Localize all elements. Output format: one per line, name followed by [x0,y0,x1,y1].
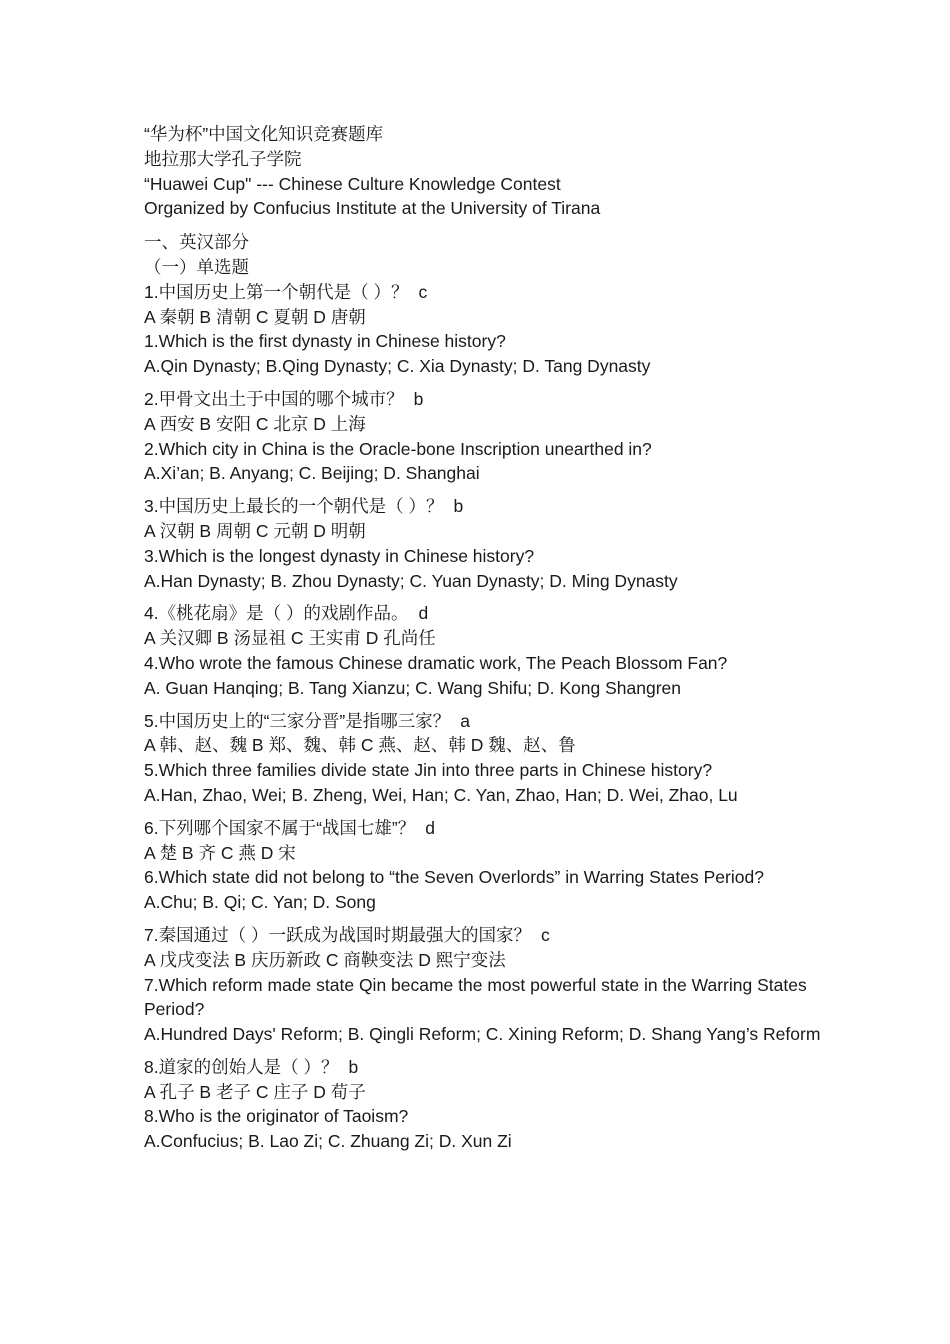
options-english: A. Guan Hanqing; B. Tang Xianzu; C. Wang Shifu; D. Kong Shangren [144,677,681,698]
options-english: A.Chu; B. Qi; C. Yan; D. Song [144,892,376,913]
options-english: A.Confucius; B. Lao Zi; C. Zhuang Zi; D. Xun Zi [144,1131,512,1152]
answer-key: d [418,603,429,624]
question-chinese: 8.道家的创始人是（ ）？ [144,1056,339,1077]
question-item [144,1055,824,1154]
question-item [144,601,824,700]
question-list [144,280,824,1154]
question-english: 1.Which is the first dynasty in Chinese history? [144,331,506,352]
options-chinese: A 戊戌变法 B 庆历新政 C 商鞅变法 D 熙宁变法 [144,949,506,970]
question-english: 2.Which city in China is the Oracle-bone Inscription unearthed in? [144,438,652,459]
question-english: 8.Who is the originator of Taoism? [144,1106,409,1127]
question-english: 3.Which is the longest dynasty in Chinese history? [144,545,535,566]
answer-key: c [540,924,550,945]
title-chinese: “华为杯”中国文化知识竞赛题库 [144,124,384,144]
question-chinese: 1.中国历史上第一个朝代是（ ）？ [144,281,409,302]
options-chinese: A 汉朝 B 周朝 C 元朝 D 明朝 [144,520,366,541]
document-page [144,122,824,1154]
options-english: A.Hundred Days' Reform; B. Qingli Reform; C. Xining Reform; D. Shang Yang’s Reform [144,1024,821,1045]
options-english: A.Han, Zhao, Wei; B. Zheng, Wei, Han; C. Yan, Zhao, Han; D. Wei, Zhao, Lu [144,784,738,805]
answer-key: c [418,281,428,302]
options-chinese: A 西安 B 安阳 C 北京 D 上海 [144,413,366,434]
answer-key: b [348,1056,359,1077]
section-heading [144,230,824,280]
question-item [144,494,824,593]
options-english: A.Han Dynasty; B. Zhou Dynasty; C. Yuan Dynasty; D. Ming Dynasty [144,570,678,591]
title-english: “Huawei Cup" --- Chinese Culture Knowledge Contest [144,173,561,194]
answer-key: a [460,710,470,731]
options-chinese: A 孔子 B 老子 C 庄子 D 荀子 [144,1081,366,1102]
question-chinese: 3.中国历史上最长的一个朝代是（ ）？ [144,496,444,517]
organizer-chinese: 地拉那大学孔子学院 [144,148,302,169]
question-chinese: 2.甲骨文出土于中国的哪个城市？ [144,388,404,409]
options-english: A.Qin Dynasty; B.Qing Dynasty; C. Xia Dynasty; D. Tang Dynasty [144,356,651,377]
answer-key: b [453,496,464,517]
options-chinese: A 秦朝 B 清朝 C 夏朝 D 唐朝 [144,306,366,327]
section-title: 一、英汉部分 [144,232,249,253]
question-english: 7.Which reform made state Qin became the most powerful state in the Warring States Period? [144,974,812,1020]
question-item [144,816,824,915]
options-chinese: A 楚 B 齐 C 燕 D 宋 [144,842,296,863]
question-chinese: 4.《桃花扇》是（ ）的戏剧作品。 [144,603,409,624]
question-english: 4.Who wrote the famous Chinese dramatic work, The Peach Blossom Fan? [144,652,728,673]
options-chinese: A 关汉卿 B 汤显祖 C 王实甫 D 孔尚任 [144,628,436,649]
question-item [144,280,824,379]
question-item [144,923,824,1047]
question-chinese: 5.中国历史上的“三家分晋”是指哪三家？ [144,710,451,731]
question-chinese: 7.秦国通过（ ）一跃成为战国时期最强大的国家？ [144,924,531,945]
organizer-english: Organized by Confucius Institute at the University of Tirana [144,198,601,219]
answer-key: b [413,388,424,409]
question-item [144,709,824,808]
question-english: 5.Which three families divide state Jin into three parts in Chinese history? [144,760,713,781]
question-english: 6.Which state did not belong to “the Seven Overlords” in Warring States Period? [144,867,764,888]
question-item [144,387,824,486]
answer-key: d [425,817,435,838]
section-subtitle: （一）单选题 [144,256,249,277]
question-chinese: 6.下列哪个国家不属于“战国七雄”？ [144,817,416,838]
options-english: A.Xi’an; B. Anyang; C. Beijing; D. Shanghai [144,463,480,484]
document-header [144,122,824,221]
options-chinese: A 韩、赵、魏 B 郑、魏、韩 C 燕、赵、韩 D 魏、赵、鲁 [144,735,576,756]
